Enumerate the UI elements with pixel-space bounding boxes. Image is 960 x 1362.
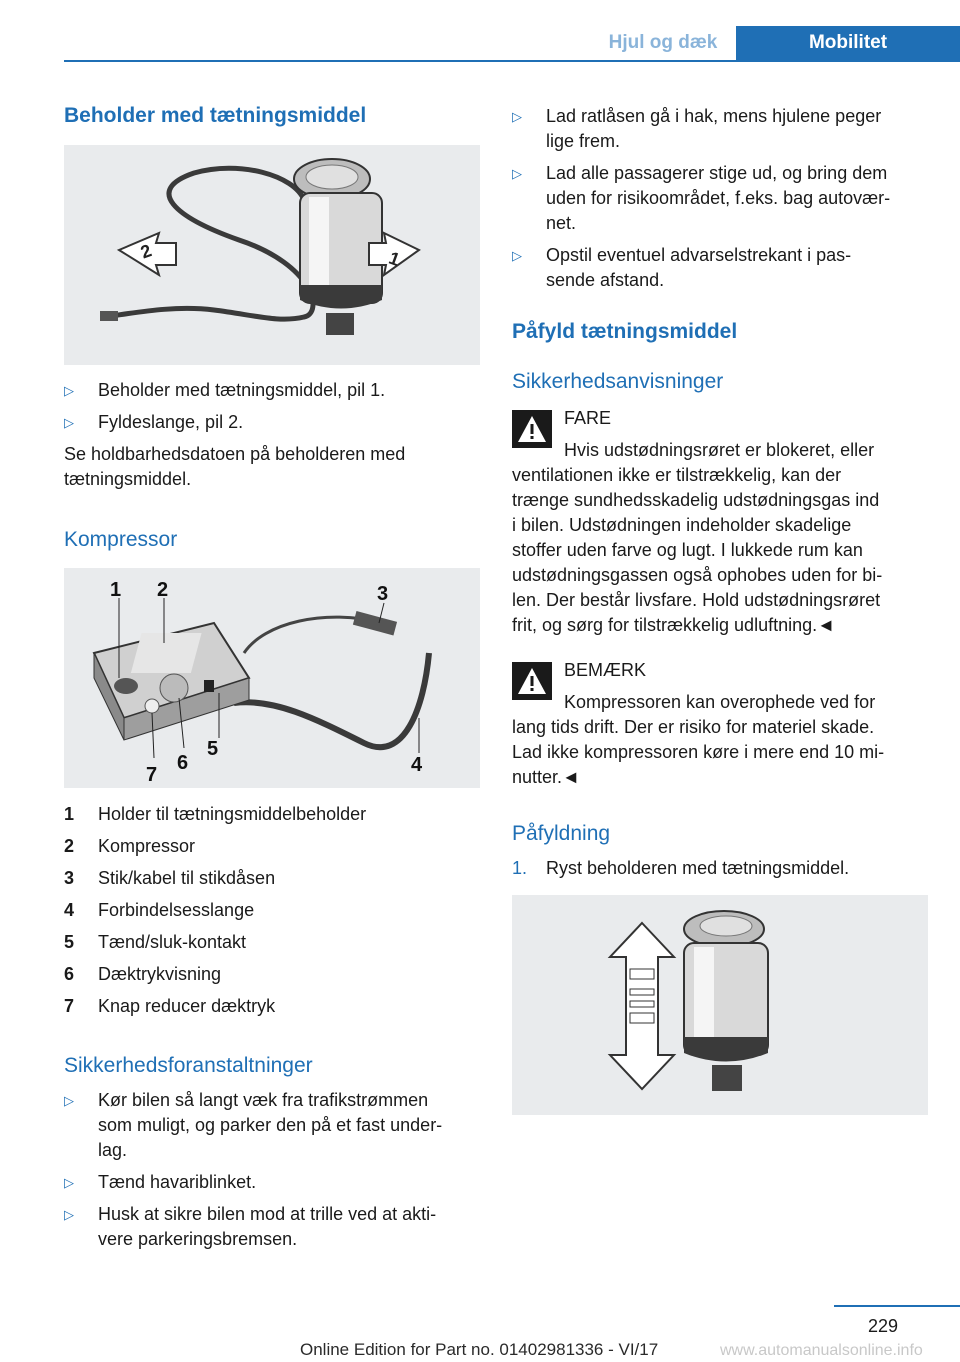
warning2-line: nutter.◄ xyxy=(512,767,580,787)
legend-number: 1 xyxy=(64,804,75,824)
header-chapter-tab[interactable]: Mobilitet xyxy=(736,26,960,60)
fig1-label-1: 1 xyxy=(386,247,403,270)
list-item-text xyxy=(546,243,928,293)
shelf-life-note xyxy=(64,442,405,492)
bullet-icon: ▷ xyxy=(512,166,522,181)
legend-item xyxy=(64,962,480,994)
line: Kør bilen så langt væk fra trafikstrømmen xyxy=(98,1090,429,1110)
paragraph-line: Se holdbarhedsdatoen på beholderen med xyxy=(64,444,406,464)
compressor-illustration xyxy=(64,568,480,788)
legend-text: Knap reducer dæktryk xyxy=(98,996,276,1016)
heading-sealant-container: Beholder med tætningsmiddel xyxy=(64,104,367,127)
shake-illustration xyxy=(512,895,928,1115)
bullet-icon: ▷ xyxy=(64,383,74,398)
bullet-icon: ▷ xyxy=(64,1207,74,1222)
legend-item xyxy=(64,898,480,930)
line: Tænd havariblinket. xyxy=(98,1172,257,1192)
shake-container-figure xyxy=(512,895,928,1115)
compressor-figure xyxy=(64,568,480,788)
legend-text: Tænd/sluk-kontakt xyxy=(98,932,247,952)
page-number: 229 xyxy=(867,1316,898,1336)
heading-filling: Påfyldning xyxy=(512,822,611,845)
warning1-line: Hvis udstødningsrøret er blokeret, eller xyxy=(564,440,875,460)
edition-footer: Online Edition for Part no. 01402981336 - VI/17 xyxy=(300,1340,659,1359)
legend-item xyxy=(64,930,480,962)
fig2-label-1: 1 xyxy=(110,579,122,601)
list-item xyxy=(512,161,928,236)
warning1-line: ventilationen ikke er tilstrækkelig, kan der xyxy=(512,465,842,485)
warning2-label: BEMÆRK xyxy=(564,660,647,680)
warning1-line: udstødningsgassen også ophobes uden for bi- xyxy=(512,565,883,585)
fig2-label-7: 7 xyxy=(146,764,158,786)
warning2-line: lang tids drift. Der er risiko for materiel skade. xyxy=(512,717,875,737)
legend-text: Forbindelsesslange xyxy=(98,900,255,920)
line: lige frem. xyxy=(546,131,621,151)
header-rule xyxy=(64,60,960,62)
list-item xyxy=(64,1170,480,1195)
line: Lad ratlåsen gå i hak, mens hjulene peger xyxy=(546,106,882,126)
warning-triangle-icon xyxy=(512,662,552,700)
bullet-icon: ▷ xyxy=(512,248,522,263)
bullet-icon: ▷ xyxy=(64,415,74,430)
paragraph-line: tætningsmiddel. xyxy=(64,469,192,489)
fig1-label-2: 2 xyxy=(137,240,155,263)
line: net. xyxy=(546,213,577,233)
legend-number: 3 xyxy=(64,868,75,888)
footer-rule xyxy=(834,1305,960,1307)
list-item-text xyxy=(98,1170,480,1195)
list-item xyxy=(64,1202,480,1252)
legend-item xyxy=(64,802,480,834)
legend-number: 4 xyxy=(64,900,75,920)
line: vere parkeringsbremsen. xyxy=(98,1229,298,1249)
fig2-label-2: 2 xyxy=(157,579,169,601)
warning1-line: len. Der består livsfare. Hold udstødningsrøret xyxy=(512,590,881,610)
list-item xyxy=(64,1088,480,1166)
bullet-icon: ▷ xyxy=(512,109,522,124)
heading-safety-notes: Sikkerhedsanvisninger xyxy=(512,370,724,393)
warning1-line: i bilen. Udstødningen indeholder skadelige xyxy=(512,515,852,535)
line: uden for risikoområdet, f.eks. bag autovær- xyxy=(546,188,891,208)
fig2-label-6: 6 xyxy=(177,752,189,774)
warning1-label: FARE xyxy=(564,408,612,428)
fig2-label-4: 4 xyxy=(411,754,423,776)
legend-text: Holder til tætningsmiddelbeholder xyxy=(98,804,367,824)
line: Husk at sikre bilen mod at trille ved at akti- xyxy=(98,1204,437,1224)
step-number: 1. xyxy=(512,858,528,878)
list-item-text xyxy=(546,161,928,236)
warning1-line: frit, og sørg for tilstrækkelig udluftning.◄ xyxy=(512,615,835,635)
bullet-icon: ▷ xyxy=(64,1093,74,1108)
heading-compressor: Kompressor xyxy=(64,528,178,551)
list-item-text: Fyldeslange, pil 2. xyxy=(98,412,244,432)
warning1-line: stoffer uden farve og lugt. I lukkede rum kan xyxy=(512,540,863,560)
list-item-text xyxy=(98,1088,480,1163)
legend-item xyxy=(64,834,480,866)
list-item-text xyxy=(546,104,928,154)
bullet-icon: ▷ xyxy=(64,1175,74,1190)
legend-text: Kompressor xyxy=(98,836,196,856)
watermark: www.automanualsonline.info xyxy=(720,1342,923,1359)
legend-number: 5 xyxy=(64,932,75,952)
line: som muligt, og parker den på et fast under- xyxy=(98,1115,443,1135)
compressor-legend xyxy=(64,802,480,1026)
legend-number: 6 xyxy=(64,964,75,984)
warning2-line: Lad ikke kompressoren køre i mere end 10 mi- xyxy=(512,742,885,762)
legend-text: Stik/kabel til stikdåsen xyxy=(98,868,276,888)
list-item-text: Beholder med tætningsmiddel, pil 1. xyxy=(98,380,386,400)
list-item xyxy=(512,243,928,293)
line: sende afstand. xyxy=(546,270,665,290)
legend-number: 2 xyxy=(64,836,75,856)
legend-text: Dæktrykvisning xyxy=(98,964,222,984)
fig2-label-5: 5 xyxy=(207,738,219,760)
legend-number: 7 xyxy=(64,996,75,1016)
step-text: Ryst beholderen med tætningsmiddel. xyxy=(546,858,850,878)
warning2-line: Kompressoren kan overophede ved for xyxy=(564,692,876,712)
sealant-container-illustration xyxy=(64,145,480,365)
legend-item xyxy=(64,866,480,898)
line: lag. xyxy=(98,1140,128,1160)
list-item-text xyxy=(98,1202,480,1252)
heading-safety-measures: Sikkerhedsforanstaltninger xyxy=(64,1054,313,1077)
heading-fill-sealant: Påfyld tætningsmiddel xyxy=(512,320,738,343)
list-item xyxy=(64,378,480,403)
list-item xyxy=(512,104,928,154)
header-section-tab[interactable]: Hjul og dæk xyxy=(608,32,718,53)
line: Opstil eventuel advarselstrekant i pas- xyxy=(546,245,852,265)
fig2-label-3: 3 xyxy=(377,583,389,605)
sealant-container-figure xyxy=(64,145,480,365)
list-item xyxy=(64,410,480,435)
warning1-line: trænge sundhedsskadelig udstødningsgas ind xyxy=(512,490,880,510)
legend-item xyxy=(64,994,480,1026)
line: Lad alle passagerer stige ud, og bring dem xyxy=(546,163,888,183)
warning-triangle-icon xyxy=(512,410,552,448)
